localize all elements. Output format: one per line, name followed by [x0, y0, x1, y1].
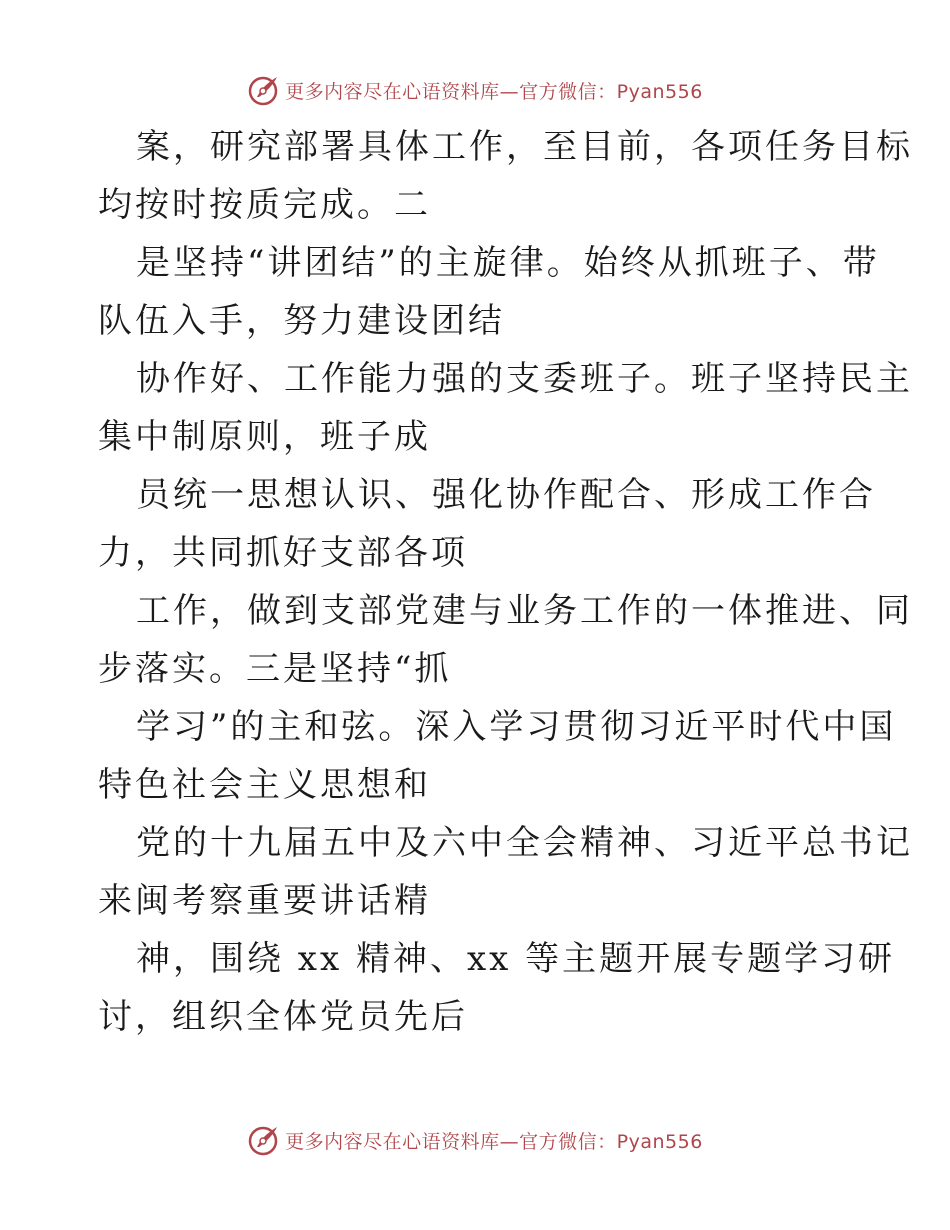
header-banner-text: 更多内容尽在心语资料库—官方微信：Pyan556: [285, 80, 703, 103]
text-line: 力，共同抓好支部各项: [98, 533, 468, 573]
text-line: 讨，组织全体党员先后: [98, 997, 468, 1037]
text-line: 是坚持“讲团结”的主旋律。始终从抓班子、带: [136, 243, 880, 283]
document-body: [98, 118, 913, 1046]
text-line: 队伍入手，努力建设团结: [98, 301, 505, 341]
text-line: 来闽考察重要讲话精: [98, 881, 431, 921]
quill-logo-icon: [247, 73, 281, 107]
text-line: 特色社会主义思想和: [98, 765, 431, 805]
text-line: 集中制原则，班子成: [98, 417, 431, 457]
text-line: 步落实。三是坚持“抓: [98, 649, 452, 689]
text-line: 协作好、工作能力强的支委班子。班子坚持民主: [136, 359, 913, 399]
text-line: 神，围绕 xx 精神、xx 等主题开展专题学习研: [136, 939, 896, 979]
text-line: 案，研究部署具体工作，至目前，各项任务目标: [136, 127, 913, 167]
text-line: 工作，做到支部党建与业务工作的一体推进、同: [136, 591, 913, 631]
text-line: 均按时按质完成。二: [98, 185, 431, 225]
quill-logo-icon: [247, 1123, 281, 1157]
text-line: 学习”的主和弦。深入学习贯彻习近平时代中国: [136, 707, 897, 747]
header-banner: [0, 70, 950, 110]
text-line: 党的十九届五中及六中全会精神、习近平总书记: [136, 823, 913, 863]
footer-banner: [0, 1120, 950, 1160]
text-line: 员统一思想认识、强化协作配合、形成工作合: [136, 475, 876, 515]
footer-banner-text: 更多内容尽在心语资料库—官方微信：Pyan556: [285, 1130, 703, 1153]
